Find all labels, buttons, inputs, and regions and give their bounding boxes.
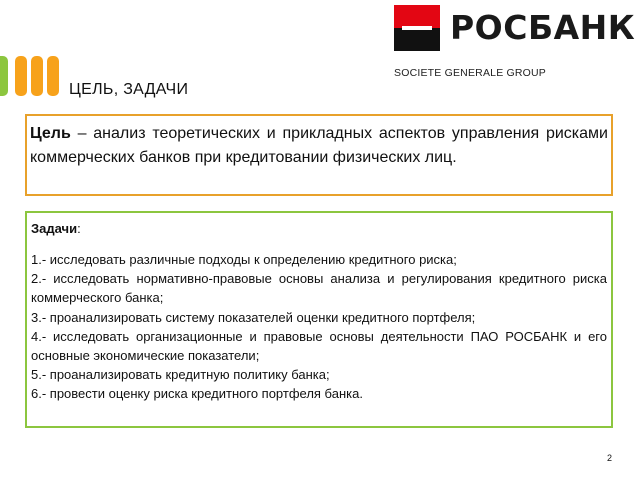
- page-number: 2: [607, 453, 613, 463]
- logo-wordmark: РОСБАНК: [450, 8, 636, 47]
- task-item: 3.- проанализировать систему показателей оценки кредитного портфеля;: [31, 309, 476, 325]
- orange-bar: [47, 56, 59, 96]
- task-item: 2.- исследовать нормативно-правовые основы анализа и регулирования кредитного риска коммерческого банка;: [31, 271, 607, 306]
- tasks-box: [25, 211, 613, 428]
- orange-bar: [31, 56, 43, 96]
- task-item: 4.- исследовать организационные и правовые основы деятельности ПАО РОСБАНК и его основные экономические показатели;: [31, 328, 607, 364]
- task-item: 6.- провести оценку риска кредитного портфеля банка.: [31, 386, 363, 402]
- green-bar: [0, 56, 8, 96]
- goal-description: – анализ теоретических и прикладных аспектов управления рисками коммерческих банков при кредитовании физических лиц.: [30, 125, 608, 166]
- task-item: 5.- проанализировать кредитную политику банка;: [31, 367, 330, 383]
- task-item: 1.- исследовать различные подходы к определению кредитного риска;: [31, 252, 457, 267]
- tasks-label: Задачи: [31, 221, 78, 236]
- orange-bar: [15, 56, 27, 96]
- goal-text: [30, 122, 608, 170]
- logo-mark-icon: [394, 5, 440, 51]
- slide-title: ЦЕЛЬ, ЗАДАЧИ: [69, 81, 189, 98]
- tasks-heading: Задачи:: [31, 221, 81, 236]
- goal-box: [25, 114, 613, 196]
- rosbank-logo: [394, 5, 638, 85]
- logo-subtitle: SOCIETE GENERALE GROUP: [394, 67, 547, 79]
- goal-label: Цель: [30, 125, 71, 142]
- tasks-list: [31, 250, 607, 404]
